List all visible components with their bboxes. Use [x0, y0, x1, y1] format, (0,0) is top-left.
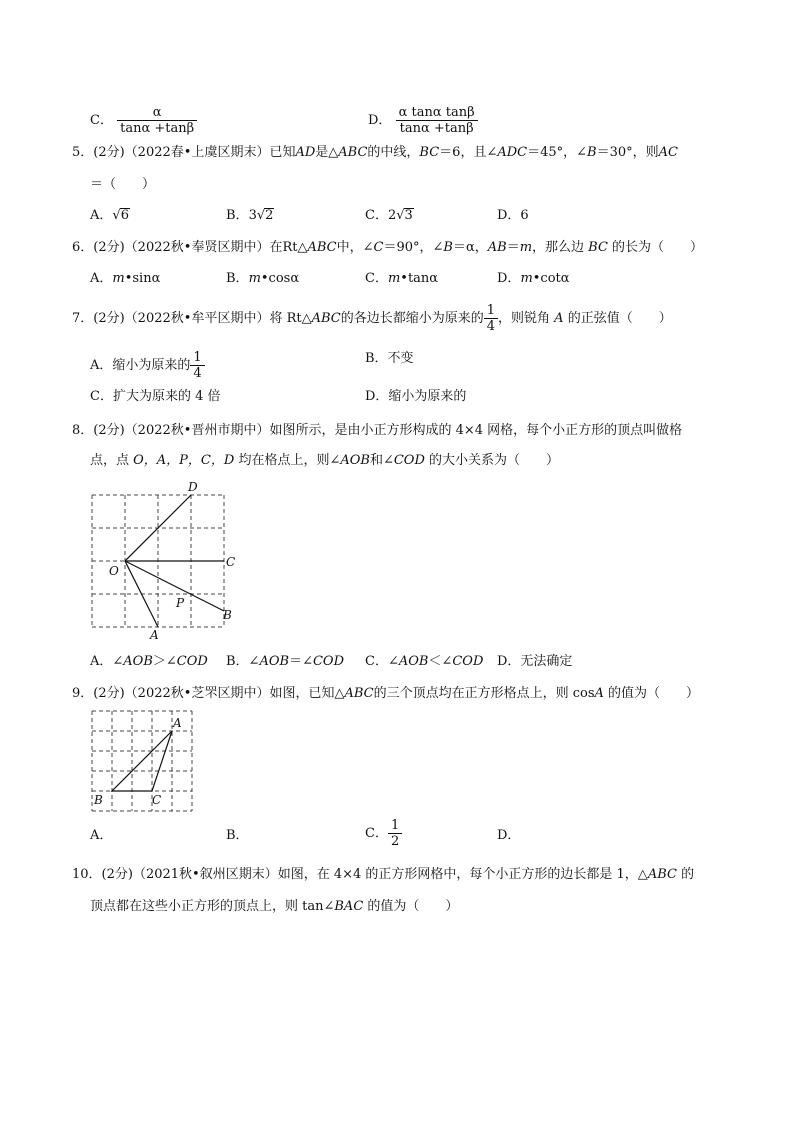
- q7-option-b: B．不变: [365, 351, 414, 366]
- q5-text: 是△: [315, 145, 339, 160]
- q7-fraction: [484, 303, 498, 334]
- q5-text: 5．(2分)（2022春•上虞区期末）已知: [72, 145, 296, 160]
- q6-text: 的长为（ ）: [607, 240, 704, 255]
- q8-c-op: ＜∠: [428, 654, 453, 669]
- q10-stem-line1: [72, 866, 694, 884]
- q4-option-d: [368, 105, 478, 136]
- q9-c-label: C．: [365, 826, 388, 841]
- q10-var: ABC: [647, 867, 677, 882]
- q8-b-var: COD: [312, 654, 344, 669]
- q4-option-c: [90, 105, 197, 136]
- q9-option-b: B．: [226, 828, 249, 843]
- q9-text: 的三个顶点均在正方形格点上，则 cos: [373, 686, 595, 701]
- q8-stem-line1: 8．(2分)（2022秋•晋州市期中）如图所示，是由小正方形构成的 4×4 网格，每个小正方形的顶点叫做格: [72, 423, 683, 438]
- q5-option-c: [365, 207, 414, 225]
- q5-a-radicand: 6: [120, 208, 129, 223]
- q7-var: A: [554, 311, 564, 326]
- q7-a-text: A．缩小为原来的: [90, 358, 191, 373]
- q9-text: 的值为（ ）: [603, 686, 700, 701]
- q5-option-d: D．6: [497, 208, 529, 223]
- q8-b-var: AOB: [259, 654, 290, 669]
- q6-b-expr: •cosα: [260, 271, 300, 286]
- q7-text: 7．(2分)（2022秋•牟平区期中）将 Rt△: [72, 311, 312, 326]
- q8-c-label: C．∠: [365, 654, 399, 669]
- q5-c-radicand: 3: [404, 208, 413, 223]
- q5-var: AC: [658, 145, 678, 160]
- q5-c-coef: 2: [387, 208, 397, 223]
- q5-option-b: [226, 207, 274, 225]
- q9-var: ABC: [344, 686, 374, 701]
- q8-var: O，A，P，C，D: [133, 453, 235, 468]
- q9-var: A: [594, 686, 604, 701]
- q6-text: ，那么边: [532, 240, 589, 255]
- q8-label-o: O: [109, 564, 119, 578]
- q5-var: AD: [295, 145, 316, 160]
- sqrt-sign-icon: √: [396, 208, 405, 223]
- q7-option-c: C．扩大为原来的 4 倍: [90, 389, 221, 404]
- q6-a-label: A．: [90, 271, 113, 286]
- q4-d-numerator: α tanα tanβ: [396, 105, 478, 121]
- q8-option-d: D．无法确定: [497, 654, 573, 669]
- q5-text: ＝45°，∠: [527, 145, 588, 160]
- q6-option-d: [497, 270, 570, 288]
- q7-option-a: [90, 350, 205, 381]
- q9-stem: [72, 685, 699, 703]
- q7-a-denominator: 4: [193, 366, 202, 381]
- q6-d-var: m: [520, 271, 533, 286]
- sqrt-sign-icon: √: [256, 208, 266, 223]
- q9-option-c: [365, 818, 402, 849]
- q9-option-d: D．: [497, 828, 521, 843]
- q5-c-label: C．: [365, 208, 388, 223]
- q8-a-op: ＞∠: [152, 654, 177, 669]
- q8-text: 和∠: [369, 453, 394, 468]
- q6-text: ＝α，: [452, 240, 488, 255]
- q7-numerator: 1: [484, 303, 498, 319]
- q6-c-label: C．: [365, 271, 388, 286]
- q5-text: ＝6，且∠: [439, 145, 498, 160]
- q6-text: 中，∠: [336, 240, 374, 255]
- q7-text: 的正弦值（ ）: [563, 311, 672, 326]
- q4-c-label: C．: [90, 113, 113, 128]
- q6-var: BC: [588, 240, 608, 255]
- q6-text: ＝90°，∠: [383, 240, 444, 255]
- q6-c-var: m: [387, 271, 401, 286]
- q7-denominator: 4: [486, 319, 496, 334]
- q9-label-b: B: [94, 793, 103, 807]
- q6-text: ＝: [506, 240, 520, 255]
- q8-text: 点，点: [90, 453, 134, 468]
- q6-c-expr: •tanα: [400, 271, 439, 286]
- q6-var: m: [519, 240, 533, 255]
- q8-option-b: [226, 653, 344, 671]
- q6-text: 6．(2分)（2022秋•奉贤区期中）在Rt△: [72, 240, 308, 255]
- q8-label-d: D: [188, 480, 198, 494]
- q5-stem-line2: ＝（ ）: [90, 177, 156, 192]
- q8-label-a: A: [150, 628, 159, 642]
- q8-label-c: C: [226, 555, 236, 569]
- q6-b-label: B．: [226, 271, 249, 286]
- q8-label-p: P: [176, 596, 185, 610]
- q4-d-denominator: tanα +tanβ: [399, 121, 474, 136]
- q4-c-fraction: [117, 105, 197, 136]
- q7-text: ，则锐角: [498, 311, 555, 326]
- q4-c-denominator: tanα +tanβ: [120, 121, 195, 136]
- q6-d-expr: •cotα: [532, 271, 570, 286]
- q8-var: AOB: [340, 453, 370, 468]
- q8-option-a: [90, 653, 208, 671]
- q9-label-a: A: [173, 716, 182, 730]
- q8-option-c: [365, 653, 483, 671]
- q10-text: 顶点都在这些小正方形的顶点上，则 tan∠: [90, 899, 335, 914]
- q7-stem: [72, 303, 672, 334]
- q7-a-fraction: [190, 350, 204, 381]
- q8-grid-figure: [80, 478, 250, 646]
- q4-d-label: D．: [368, 113, 392, 128]
- q8-var: COD: [393, 453, 425, 468]
- q5-var: ABC: [338, 145, 368, 160]
- q9-option-a: A．: [90, 828, 113, 843]
- q5-option-a: [90, 207, 130, 225]
- q6-option-b: [226, 270, 299, 288]
- q8-text: 的大小关系为（ ）: [424, 453, 560, 468]
- q6-d-label: D．: [497, 271, 521, 286]
- q6-var: B: [443, 240, 453, 255]
- q10-stem-line2: [90, 898, 458, 916]
- q6-var: C: [373, 240, 384, 255]
- q8-c-var: AOB: [398, 654, 429, 669]
- q7-option-d: D．缩小为原来的: [365, 389, 467, 404]
- q6-a-expr: •sinα: [124, 271, 161, 286]
- q9-c-fraction: [388, 818, 402, 849]
- q8-stem-line2: [90, 452, 559, 470]
- q7-var: ABC: [311, 311, 341, 326]
- q8-b-op: ＝∠: [289, 654, 313, 669]
- q5-b-coef: 3: [248, 208, 257, 223]
- q10-text: 10．(2分)（2021秋•叙州区期末）如图，在 4×4 的正方形网格中，每个小正方形的边长都是 1，△: [72, 867, 648, 882]
- q8-a-label: A．∠: [90, 654, 124, 669]
- q8-c-var: COD: [452, 654, 484, 669]
- q10-text: 的: [676, 867, 695, 882]
- q9-label-c: C: [152, 793, 162, 807]
- q6-option-a: [90, 270, 160, 288]
- q6-a-var: m: [112, 271, 125, 286]
- q8-a-var: COD: [176, 654, 208, 669]
- q10-var: BAC: [334, 899, 364, 914]
- q5-var: BC: [419, 145, 440, 160]
- q5-var: B: [587, 145, 597, 160]
- q6-var: AB: [487, 240, 507, 255]
- q5-var: ADC: [497, 145, 528, 160]
- q9-triangle: [112, 731, 172, 791]
- q6-option-c: [365, 270, 438, 288]
- q9-c-denominator: 2: [390, 834, 400, 849]
- q4-d-fraction: [396, 105, 478, 136]
- q9-text: 9．(2分)（2022秋•芝罘区期中）如图，已知△: [72, 686, 345, 701]
- q5-text: 的中线，: [367, 145, 420, 160]
- q8-label-b: B: [223, 608, 232, 622]
- q5-stem-line1: [72, 144, 678, 162]
- q9-grid-figure: [82, 705, 202, 815]
- q7-text: 的各边长都缩小为原来的: [340, 311, 484, 326]
- q5-a-label: A．: [90, 208, 113, 223]
- q6-var: ABC: [307, 240, 337, 255]
- q6-b-var: m: [248, 271, 261, 286]
- q5-b-label: B．: [226, 208, 249, 223]
- q10-text: 的值为（ ）: [363, 899, 459, 914]
- q7-a-numerator: 1: [190, 350, 204, 366]
- q8-b-label: B．∠: [226, 654, 260, 669]
- sqrt-sign-icon: √: [112, 208, 121, 223]
- q5-b-radicand: 2: [265, 208, 274, 223]
- q9-c-numerator: 1: [388, 818, 402, 834]
- q5-text: ＝30°，则: [596, 145, 659, 160]
- q4-c-numerator: α: [117, 105, 197, 121]
- q6-stem: [72, 239, 703, 257]
- q8-text: 均在格点上，则∠: [234, 453, 341, 468]
- q8-a-var: AOB: [123, 654, 153, 669]
- q8-ray-ob: [125, 561, 224, 611]
